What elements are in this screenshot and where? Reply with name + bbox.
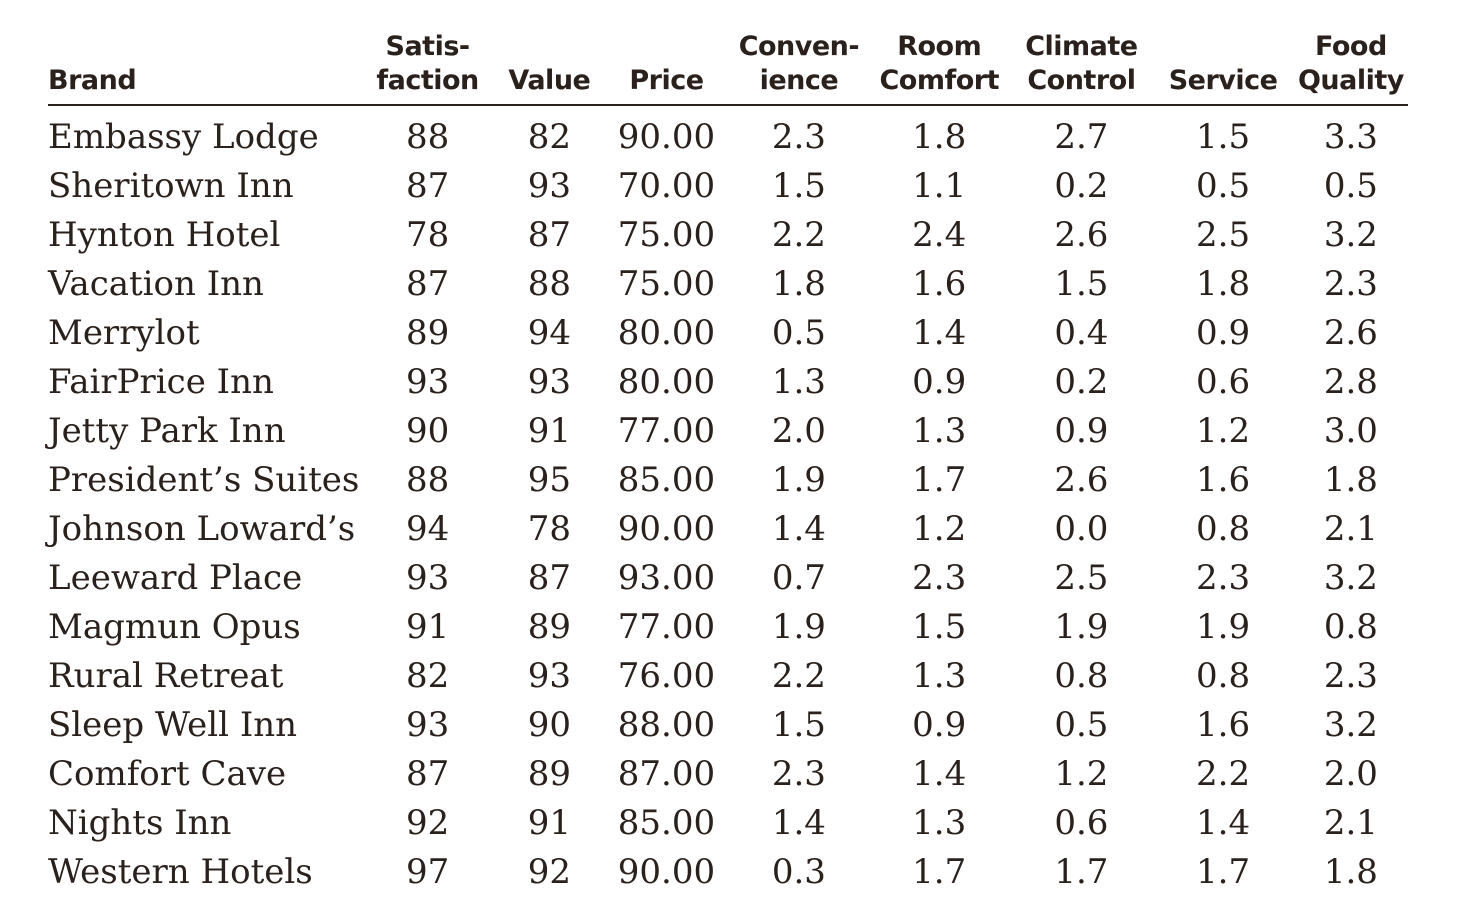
brand-cell: Johnson Loward’s <box>48 508 356 549</box>
price-cell: 80.00 <box>617 312 716 353</box>
brand-cell: Hynton Hotel <box>48 214 281 255</box>
climate-control-cell: 2.7 <box>1054 116 1109 157</box>
food-quality-cell: 2.0 <box>1323 753 1378 794</box>
brand-cell: Embassy Lodge <box>48 116 319 157</box>
convenience-cell: 1.4 <box>771 508 826 549</box>
satisfaction-cell: 93 <box>405 557 450 598</box>
room-comfort-cell: 1.3 <box>912 410 967 451</box>
food-quality-cell: 2.3 <box>1323 263 1378 304</box>
header-value: Value <box>496 30 603 105</box>
table-row <box>48 651 1408 700</box>
service-cell: 2.3 <box>1196 557 1251 598</box>
convenience-cell: 1.5 <box>771 704 826 745</box>
room-comfort-cell: 2.4 <box>912 214 967 255</box>
header-climate-control: Climate Control <box>1010 30 1152 105</box>
header-satisfaction: Satis- faction <box>359 30 495 105</box>
hotel-ratings-table <box>48 30 1408 896</box>
satisfaction-cell: 87 <box>405 263 450 304</box>
room-comfort-cell: 1.5 <box>912 606 967 647</box>
price-cell: 75.00 <box>617 214 716 255</box>
value-cell: 91 <box>527 410 572 451</box>
header-room-comfort: Room Comfort <box>868 30 1011 105</box>
room-comfort-cell: 1.7 <box>912 851 967 892</box>
service-cell: 0.5 <box>1196 165 1251 206</box>
room-comfort-cell: 1.8 <box>912 116 967 157</box>
food-quality-cell: 3.3 <box>1323 116 1378 157</box>
value-cell: 87 <box>527 557 572 598</box>
service-cell: 0.8 <box>1196 508 1251 549</box>
brand-cell: President’s Suites <box>48 459 360 500</box>
room-comfort-cell: 1.1 <box>912 165 967 206</box>
price-cell: 93.00 <box>617 557 716 598</box>
convenience-cell: 2.3 <box>771 753 826 794</box>
value-cell: 78 <box>527 508 572 549</box>
table-row <box>48 161 1408 210</box>
brand-cell: Jetty Park Inn <box>48 410 286 451</box>
price-cell: 80.00 <box>617 361 716 402</box>
service-cell: 0.6 <box>1196 361 1251 402</box>
service-cell: 1.8 <box>1196 263 1251 304</box>
satisfaction-cell: 82 <box>405 655 450 696</box>
table-row <box>48 357 1408 406</box>
value-cell: 94 <box>527 312 572 353</box>
price-cell: 90.00 <box>617 116 716 157</box>
climate-control-cell: 1.7 <box>1054 851 1109 892</box>
convenience-cell: 2.2 <box>771 214 826 255</box>
table-row <box>48 553 1408 602</box>
brand-cell: Vacation Inn <box>48 263 264 304</box>
price-cell: 87.00 <box>617 753 716 794</box>
convenience-cell: 0.3 <box>771 851 826 892</box>
convenience-cell: 1.4 <box>771 802 826 843</box>
convenience-cell: 1.9 <box>771 459 826 500</box>
value-cell: 93 <box>527 165 572 206</box>
food-quality-cell: 2.6 <box>1323 312 1378 353</box>
food-quality-cell: 1.8 <box>1323 459 1378 500</box>
climate-control-cell: 0.2 <box>1054 361 1109 402</box>
value-cell: 95 <box>527 459 572 500</box>
satisfaction-cell: 92 <box>405 802 450 843</box>
food-quality-cell: 3.0 <box>1323 410 1378 451</box>
satisfaction-cell: 93 <box>405 361 450 402</box>
brand-cell: FairPrice Inn <box>48 361 274 402</box>
service-cell: 1.5 <box>1196 116 1251 157</box>
climate-control-cell: 0.9 <box>1054 410 1109 451</box>
satisfaction-cell: 94 <box>405 508 450 549</box>
satisfaction-cell: 78 <box>405 214 450 255</box>
room-comfort-cell: 1.4 <box>912 312 967 353</box>
convenience-cell: 1.3 <box>771 361 826 402</box>
climate-control-cell: 0.8 <box>1054 655 1109 696</box>
convenience-cell: 1.8 <box>771 263 826 304</box>
value-cell: 89 <box>527 753 572 794</box>
brand-cell: Comfort Cave <box>48 753 287 794</box>
satisfaction-cell: 89 <box>405 312 450 353</box>
satisfaction-cell: 87 <box>405 753 450 794</box>
table-row <box>48 210 1408 259</box>
food-quality-cell: 2.1 <box>1323 802 1378 843</box>
climate-control-cell: 0.0 <box>1054 508 1109 549</box>
table-row <box>48 749 1408 798</box>
table-row <box>48 798 1408 847</box>
service-cell: 0.9 <box>1196 312 1251 353</box>
food-quality-cell: 2.1 <box>1323 508 1378 549</box>
price-cell: 85.00 <box>617 802 716 843</box>
value-cell: 90 <box>527 704 572 745</box>
value-cell: 91 <box>527 802 572 843</box>
service-cell: 1.9 <box>1196 606 1251 647</box>
value-cell: 82 <box>527 116 572 157</box>
room-comfort-cell: 1.4 <box>912 753 967 794</box>
climate-control-cell: 2.6 <box>1054 214 1109 255</box>
satisfaction-cell: 97 <box>405 851 450 892</box>
room-comfort-cell: 0.9 <box>912 704 967 745</box>
room-comfort-cell: 1.3 <box>912 802 967 843</box>
header-convenience: Conven- ience <box>730 30 868 105</box>
table-row <box>48 700 1408 749</box>
service-cell: 1.6 <box>1196 459 1251 500</box>
service-cell: 1.6 <box>1196 704 1251 745</box>
table-row <box>48 406 1408 455</box>
service-cell: 2.5 <box>1196 214 1251 255</box>
satisfaction-cell: 90 <box>405 410 450 451</box>
food-quality-cell: 1.8 <box>1323 851 1378 892</box>
brand-cell: Nights Inn <box>48 802 232 843</box>
price-cell: 90.00 <box>617 508 716 549</box>
table-row <box>48 455 1408 504</box>
value-cell: 92 <box>527 851 572 892</box>
room-comfort-cell: 0.9 <box>912 361 967 402</box>
value-cell: 88 <box>527 263 572 304</box>
header-service: Service <box>1152 30 1293 105</box>
price-cell: 70.00 <box>617 165 716 206</box>
service-cell: 1.2 <box>1196 410 1251 451</box>
price-cell: 77.00 <box>617 606 716 647</box>
satisfaction-cell: 88 <box>405 116 450 157</box>
satisfaction-cell: 87 <box>405 165 450 206</box>
price-cell: 85.00 <box>617 459 716 500</box>
convenience-cell: 0.7 <box>771 557 826 598</box>
header-price: Price <box>603 30 730 105</box>
food-quality-cell: 2.8 <box>1323 361 1378 402</box>
service-cell: 2.2 <box>1196 753 1251 794</box>
price-cell: 88.00 <box>617 704 716 745</box>
convenience-cell: 2.2 <box>771 655 826 696</box>
table-body <box>48 105 1408 896</box>
convenience-cell: 2.0 <box>771 410 826 451</box>
climate-control-cell: 0.4 <box>1054 312 1109 353</box>
brand-cell: Sleep Well Inn <box>48 704 298 745</box>
climate-control-cell: 1.2 <box>1054 753 1109 794</box>
value-cell: 93 <box>527 361 572 402</box>
climate-control-cell: 2.6 <box>1054 459 1109 500</box>
table-row <box>48 259 1408 308</box>
header-brand: Brand <box>48 30 359 105</box>
brand-cell: Magmun Opus <box>48 606 301 647</box>
room-comfort-cell: 1.7 <box>912 459 967 500</box>
room-comfort-cell: 1.6 <box>912 263 967 304</box>
food-quality-cell: 3.2 <box>1323 557 1378 598</box>
room-comfort-cell: 1.3 <box>912 655 967 696</box>
brand-cell: Leeward Place <box>48 557 303 598</box>
food-quality-cell: 0.8 <box>1323 606 1378 647</box>
value-cell: 87 <box>527 214 572 255</box>
convenience-cell: 1.9 <box>771 606 826 647</box>
convenience-cell: 1.5 <box>771 165 826 206</box>
food-quality-cell: 2.3 <box>1323 655 1378 696</box>
climate-control-cell: 0.2 <box>1054 165 1109 206</box>
table-row <box>48 105 1408 161</box>
brand-cell: Sheritown Inn <box>48 165 294 206</box>
value-cell: 89 <box>527 606 572 647</box>
price-cell: 76.00 <box>617 655 716 696</box>
room-comfort-cell: 2.3 <box>912 557 967 598</box>
climate-control-cell: 0.5 <box>1054 704 1109 745</box>
service-cell: 1.4 <box>1196 802 1251 843</box>
service-cell: 0.8 <box>1196 655 1251 696</box>
convenience-cell: 0.5 <box>771 312 826 353</box>
climate-control-cell: 2.5 <box>1054 557 1109 598</box>
table-row <box>48 602 1408 651</box>
table-row <box>48 504 1408 553</box>
food-quality-cell: 3.2 <box>1323 214 1378 255</box>
brand-cell: Western Hotels <box>48 851 313 892</box>
service-cell: 1.7 <box>1196 851 1251 892</box>
header-food-quality: Food Quality <box>1294 30 1408 105</box>
satisfaction-cell: 91 <box>405 606 450 647</box>
climate-control-cell: 0.6 <box>1054 802 1109 843</box>
price-cell: 90.00 <box>617 851 716 892</box>
climate-control-cell: 1.5 <box>1054 263 1109 304</box>
convenience-cell: 2.3 <box>771 116 826 157</box>
satisfaction-cell: 88 <box>405 459 450 500</box>
price-cell: 75.00 <box>617 263 716 304</box>
food-quality-cell: 3.2 <box>1323 704 1378 745</box>
table-header-row <box>48 30 1408 105</box>
brand-cell: Rural Retreat <box>48 655 284 696</box>
food-quality-cell: 0.5 <box>1323 165 1378 206</box>
value-cell: 93 <box>527 655 572 696</box>
table-row <box>48 308 1408 357</box>
satisfaction-cell: 93 <box>405 704 450 745</box>
brand-cell: Merrylot <box>48 312 200 353</box>
room-comfort-cell: 1.2 <box>912 508 967 549</box>
table-row <box>48 847 1408 896</box>
climate-control-cell: 1.9 <box>1054 606 1109 647</box>
price-cell: 77.00 <box>617 410 716 451</box>
